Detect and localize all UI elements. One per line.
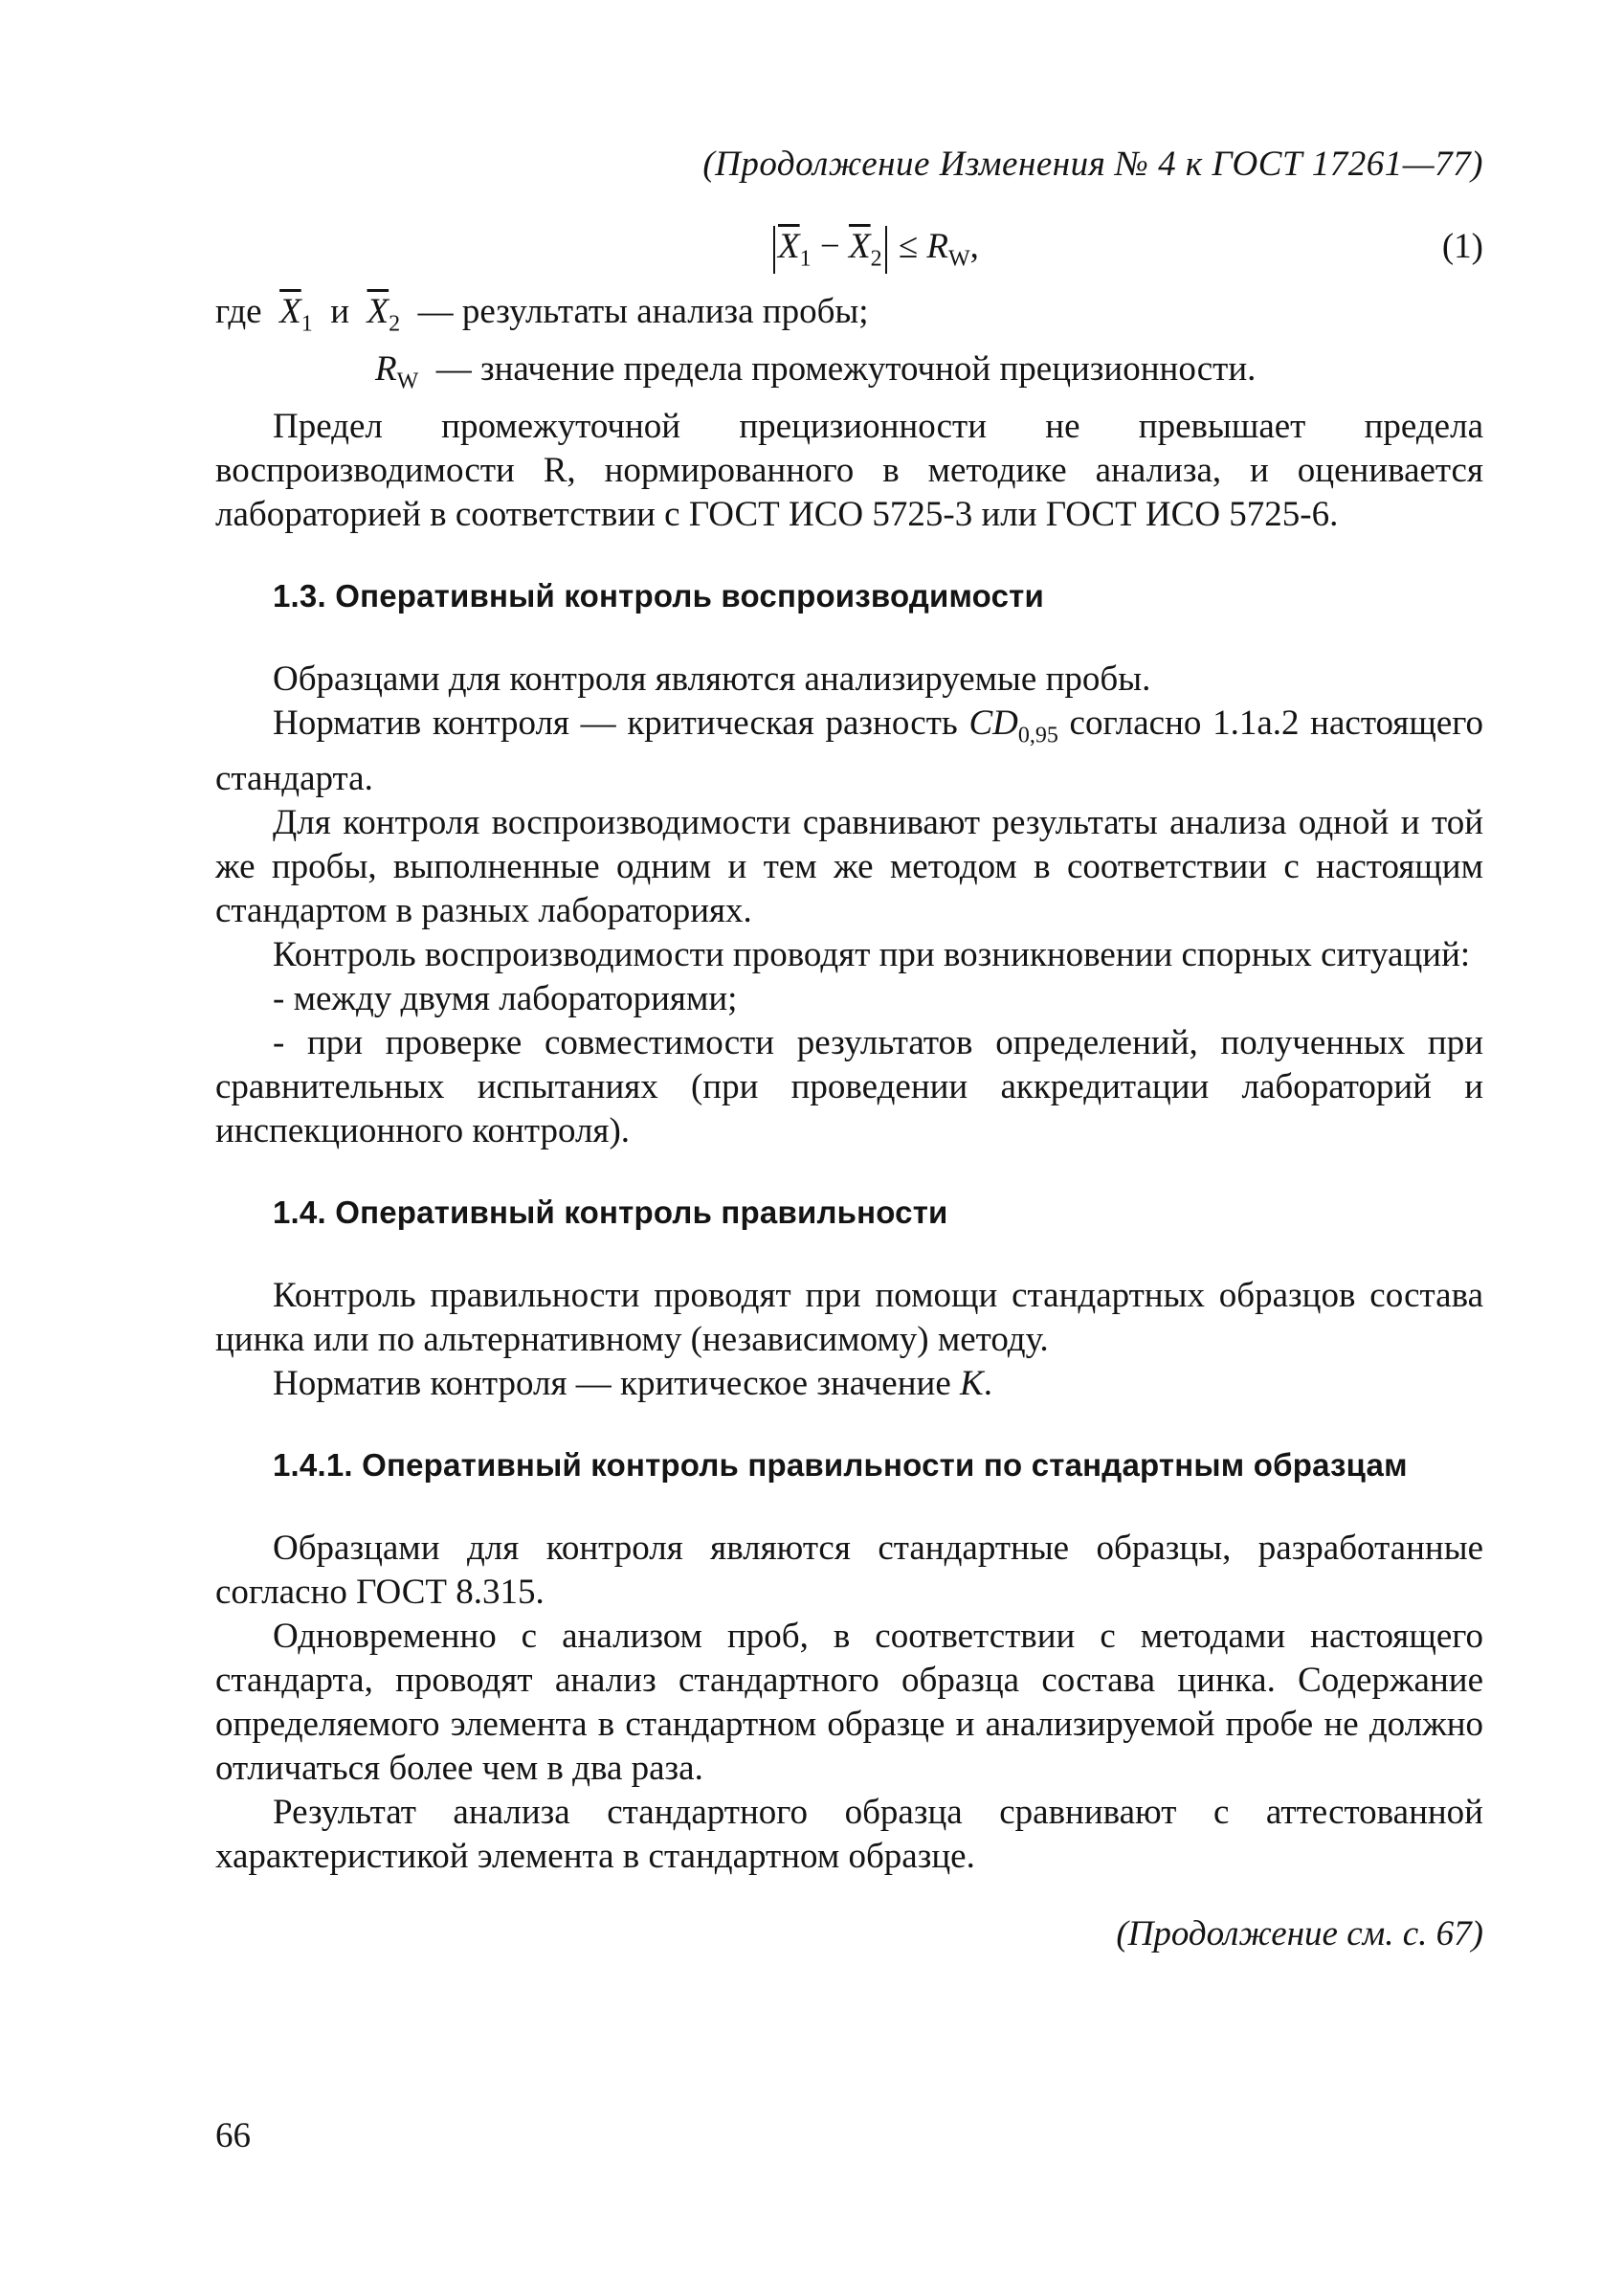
- section-1-4-1-p2: Одновременно с анализом проб, в соответствии с методами настоящего стандарта, проводят анализ стандартного образца состава цинка. Содержание определяемого элемента в стандартном образце и анализируемой пробе не должно отличаться более чем в два раза.: [215, 1617, 1483, 1789]
- section-1-3-title: 1.3. Оперативный контроль воспроизводимости: [273, 577, 1044, 614]
- formula-x2: $\overline{X}$: [848, 227, 871, 266]
- section-1-3-p2-cd-sub: 0,95: [1017, 723, 1058, 748]
- formula-x1-sub: 1: [799, 246, 812, 272]
- page-number: 66: [215, 2116, 251, 2155]
- where-r: R: [375, 349, 397, 390]
- section-1-4-1-p1: Образцами для контроля являются стандартные образцы, разработанные согласно ГОСТ 8.315.: [215, 1529, 1483, 1613]
- section-1-3-p2-after: согласно 1.1а.2 настоящего стандарта.: [215, 703, 1483, 799]
- where-and: и: [330, 292, 350, 331]
- section-1-3-p2: [215, 702, 1483, 801]
- section-1-4-p2-after: .: [983, 1364, 992, 1404]
- where-prefix: где: [215, 292, 262, 331]
- where-block: [215, 289, 1483, 405]
- where-row-x: [215, 289, 1483, 346]
- section-1-4-p2-k: K: [960, 1364, 984, 1404]
- formula-r: R: [926, 227, 949, 266]
- section-1-3-list-item-2: - при проверке совместимости результатов определений, полученных при сравнительных испытаниях (при проведении аккредитации лабораторий и инспекционного контроля).: [215, 1023, 1483, 1151]
- formula-1: [770, 218, 979, 287]
- where-r-sub: W: [396, 368, 419, 394]
- where-x1-sub: 1: [300, 311, 313, 337]
- where-x2: $\overline{X}$: [367, 292, 389, 331]
- formula-number: (1): [1441, 227, 1483, 266]
- section-1-3-list-item-1: - между двумя лабораториями;: [273, 979, 738, 1019]
- abs-bar-left: [773, 226, 775, 274]
- continuation-header: (Продолжение Изменения № 4 к ГОСТ 17261—77): [702, 145, 1483, 184]
- where-r-desc: — значение предела промежуточной прецизионности.: [435, 349, 1257, 390]
- formula-le: ≤: [898, 227, 919, 266]
- where-x-desc: — результаты анализа пробы;: [417, 292, 869, 331]
- formula-minus: −: [819, 227, 840, 266]
- section-1-4-p2-before: Норматив контроля — критическое значение: [273, 1364, 960, 1404]
- section-1-4-p1: Контроль правильности проводят при помощи стандартных образцов состава цинка или по альтернативному (независимому) методу.: [215, 1276, 1483, 1360]
- document-page: [215, 144, 1483, 1955]
- where-x1: $\overline{X}$: [279, 292, 301, 331]
- formula-comma: ,: [969, 227, 979, 266]
- formula-x1: $\overline{X}$: [778, 227, 800, 266]
- formula-x2-sub: 2: [870, 246, 882, 272]
- where-x2-sub: 2: [389, 311, 401, 337]
- continuation-footer: (Продолжение см. с. 67): [1116, 1914, 1483, 1954]
- paragraph-precision-limit: Предел промежуточной прецизионности не превышает предела воспроизводимости R, нормированного в методике анализа, и оценивается лабораторией в соответствии с ГОСТ ИСО 5725-3 или ГОСТ ИСО 5725-6.: [215, 406, 1483, 534]
- section-1-3-p2-cd: CD: [968, 703, 1018, 743]
- formula-r-sub: W: [948, 246, 970, 272]
- section-1-3-p1: Образцами для контроля являются анализируемые пробы.: [273, 659, 1151, 699]
- section-1-4-title: 1.4. Оперативный контроль правильности: [273, 1194, 948, 1231]
- section-1-3-p2-before: Норматив контроля — критическая разность: [273, 703, 969, 743]
- formula-line: [215, 209, 1483, 285]
- section-1-4-p2: [215, 1362, 1483, 1406]
- abs-bar-right: [885, 226, 887, 274]
- section-1-3-p4: Контроль воспроизводимости проводят при возникновении спорных ситуаций:: [273, 935, 1471, 975]
- section-1-4-1-p3: Результат анализа стандартного образца сравнивают с аттестованной характеристикой элемента в стандартном образце.: [215, 1793, 1483, 1877]
- section-1-3-p3: Для контроля воспроизводимости сравнивают результаты анализа одной и той же пробы, выполненные одним и тем же методом в соответствии с настоящим стандартом в разных лабораториях.: [215, 803, 1483, 931]
- section-1-4-1-title: 1.4.1. Оперативный контроль правильности по стандартным образцам: [273, 1447, 1408, 1484]
- where-row-r: [375, 346, 1483, 404]
